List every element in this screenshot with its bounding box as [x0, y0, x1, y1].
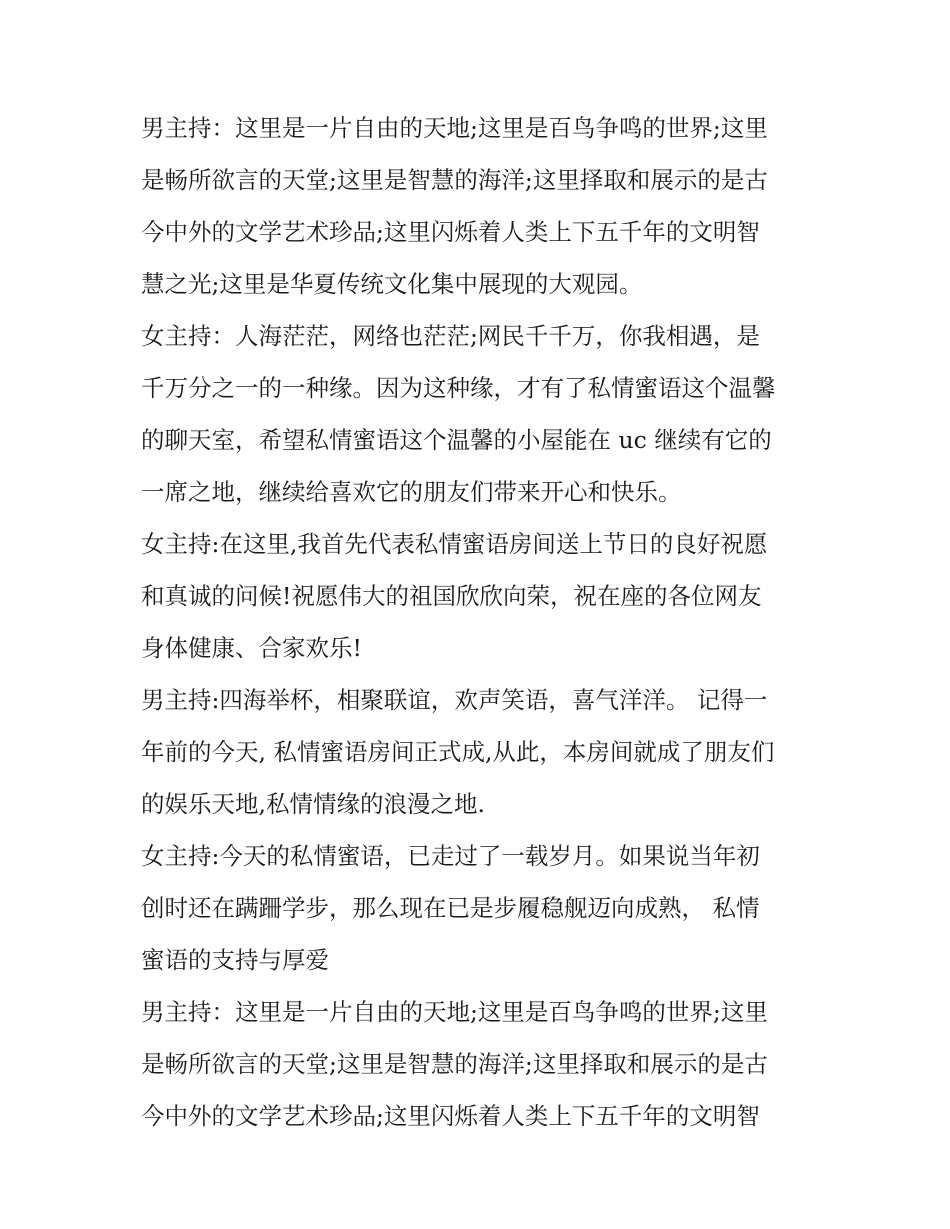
text-line: 年前的今天, 私情蜜语房间正式成,从此，本房间就成了朋友们: [141, 738, 775, 766]
text-line: 女主持：人海茫茫，网络也茫茫;网民千千万，你我相遇，是: [141, 322, 760, 350]
text-line: 蜜语的支持与厚爱: [141, 946, 329, 974]
paragraph-female-host-intro: [141, 310, 821, 518]
text-line: 的聊天室，希望私情蜜语这个温馨的小屋能在 uc 继续有它的: [141, 426, 772, 454]
text-line: 男主持：这里是一片自由的天地;这里是百鸟争鸣的世界;这里: [141, 114, 768, 142]
paragraph-female-host-greeting: [141, 518, 821, 674]
text-line: 女主持:今天的私情蜜语，已走过了一载岁月。如果说当年初: [141, 842, 760, 870]
text-line: 身体健康、合家欢乐!: [141, 634, 362, 662]
text-line: 男主持:四海举杯，相聚联谊，欢声笑语，喜气洋洋。 记得一: [141, 686, 768, 714]
text-line: 男主持：这里是一片自由的天地;这里是百鸟争鸣的世界;这里: [141, 998, 768, 1026]
text-line: 慧之光;这里是华夏传统文化集中展现的大观园。: [141, 270, 643, 298]
text-line: 创时还在蹒跚学步，那么现在已是步履稳舰迈向成熟， 私情: [141, 894, 760, 922]
paragraph-male-host-repeat: [141, 986, 821, 1142]
text-line: 千万分之一的一种缘。因为这种缘，才有了私情蜜语这个温馨: [141, 374, 776, 402]
text-line: 和真诚的问候!祝愿伟大的祖国欣欣向荣，祝在座的各位网友: [141, 582, 762, 610]
document-body: [141, 102, 821, 1142]
text-line: 是畅所欲言的天堂;这里是智慧的海洋;这里择取和展示的是古: [141, 1050, 768, 1078]
text-line: 今中外的文学艺术珍品;这里闪烁着人类上下五千年的文明智: [141, 218, 760, 246]
text-line: 一席之地，继续给喜欢它的朋友们带来开心和快乐。: [141, 478, 682, 506]
paragraph-male-host-anniversary: [141, 674, 821, 830]
text-line: 的娱乐天地,私情情缘的浪漫之地.: [141, 790, 485, 818]
paragraph-male-host-intro: [141, 102, 821, 310]
text-line: 是畅所欲言的天堂;这里是智慧的海洋;这里择取和展示的是古: [141, 166, 768, 194]
paragraph-female-host-reflection: [141, 830, 821, 986]
text-line: 今中外的文学艺术珍品;这里闪烁着人类上下五千年的文明智: [141, 1102, 760, 1130]
text-line: 女主持:在这里,我首先代表私情蜜语房间送上节日的良好祝愿: [141, 530, 768, 558]
